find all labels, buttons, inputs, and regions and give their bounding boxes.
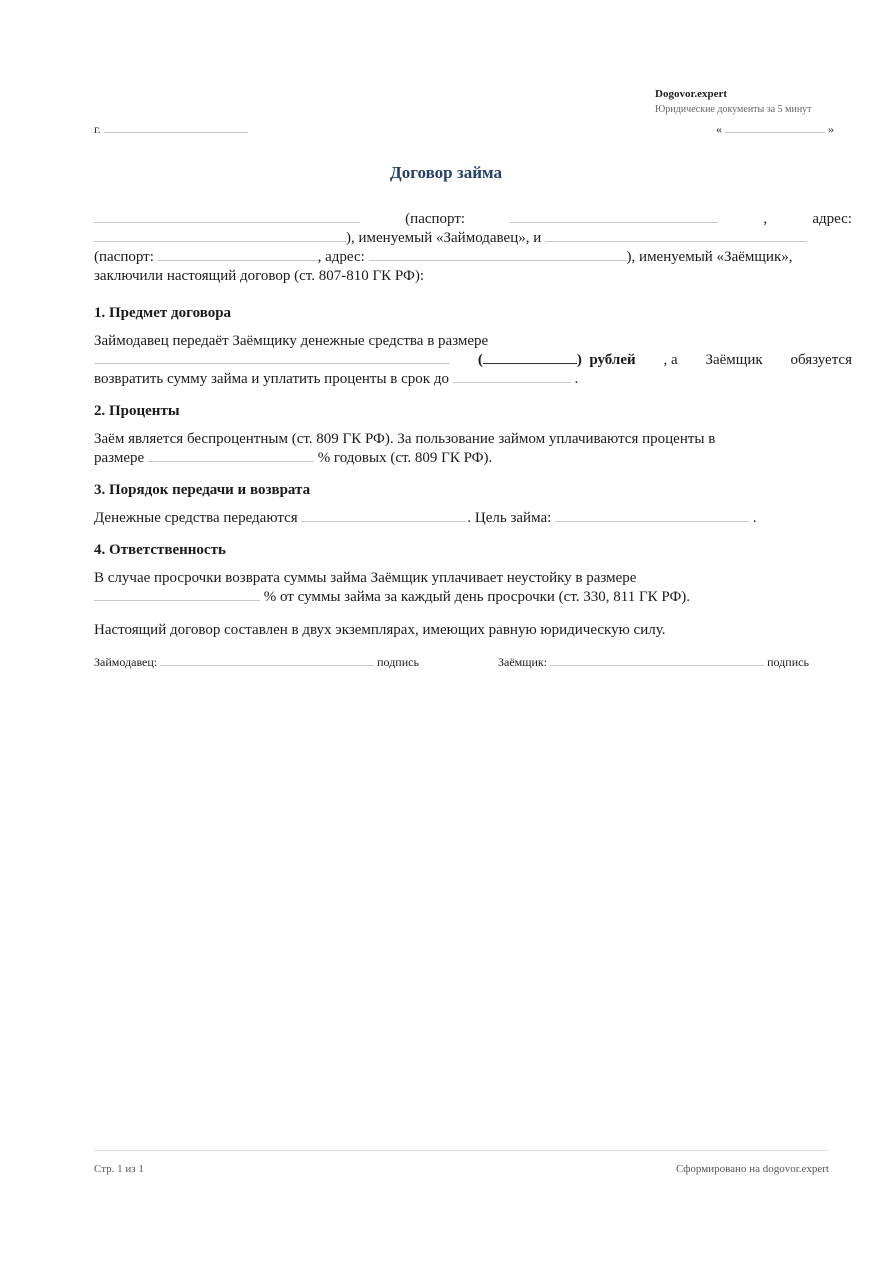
return-text: возвратить сумму займа и уплатить проценты в срок до	[94, 371, 449, 387]
section-1-line-2	[94, 352, 852, 369]
date-open-quote: «	[716, 122, 722, 136]
address-label-2: , адрес:	[317, 249, 365, 265]
borrower-signature-field[interactable]	[550, 654, 764, 666]
section-4-heading: 4. Ответственность	[94, 542, 226, 558]
paren-close: )	[576, 352, 582, 368]
transfer-method-field[interactable]	[301, 510, 467, 522]
section-1-heading: 1. Предмет договора	[94, 305, 232, 321]
parties-line-1	[94, 211, 852, 228]
lender-name-field[interactable]	[94, 211, 360, 223]
closing-statement: Настоящий договор составлен в двух экземплярах, имеющих равную юридическую силу.	[94, 622, 666, 638]
interest-rate-field[interactable]	[148, 450, 314, 462]
period-3: .	[752, 510, 757, 526]
comma: ,	[763, 211, 768, 227]
penalty-rate-field[interactable]	[94, 589, 260, 601]
purpose-label: . Цель займа:	[467, 510, 552, 526]
date-field[interactable]	[725, 121, 825, 133]
paren-open: (	[477, 352, 483, 368]
section-4-line-1: В случае просрочки возврата суммы займа Заёмщик уплачивает неустойку в размере	[94, 570, 637, 586]
borrower-word: Заёмщик	[705, 352, 763, 368]
section-1-line-3	[94, 371, 578, 388]
parties-concluded: заключили настоящий договор (ст. 807-810 ГК РФ):	[94, 268, 424, 284]
date-close-quote: »	[828, 122, 834, 136]
lender-sign-caption: подпись	[377, 655, 419, 669]
section-2-line-2	[94, 450, 492, 467]
transfer-label: Денежные средства передаются	[94, 510, 298, 526]
date-line	[716, 121, 834, 137]
borrower-name-field[interactable]	[545, 230, 807, 242]
borrower-address-field[interactable]	[369, 249, 627, 261]
city-line	[94, 121, 248, 137]
city-field[interactable]	[104, 121, 248, 133]
section-3-heading: 3. Порядок передачи и возврата	[94, 482, 311, 498]
loan-purpose-field[interactable]	[555, 510, 749, 522]
parties-line-2	[94, 230, 807, 247]
lender-signature-field[interactable]	[160, 654, 374, 666]
borrower-sign-label: Заёмщик:	[498, 655, 548, 669]
borrower-signature	[498, 654, 809, 670]
lender-address-field[interactable]	[94, 230, 346, 242]
footer-divider	[94, 1150, 829, 1151]
section-2-line-1: Заём является беспроцентным (ст. 809 ГК РФ). За пользование займом уплачиваются проценты в	[94, 431, 716, 447]
lender-passport-field[interactable]	[510, 211, 718, 223]
lender-signature	[94, 654, 419, 670]
borrower-named-text: ), именуемый «Заёмщик»,	[626, 249, 793, 265]
comma-a: , а	[663, 352, 678, 368]
section-3-line	[94, 510, 757, 527]
rubles-label: рублей	[589, 352, 636, 368]
lender-sign-label: Займодавец:	[94, 655, 158, 669]
section-4-line-2	[94, 589, 690, 606]
return-date-field[interactable]	[453, 371, 571, 383]
loan-amount-field[interactable]	[94, 352, 450, 364]
section-2-heading: 2. Проценты	[94, 403, 180, 419]
city-prefix: г.	[94, 122, 101, 136]
parties-line-3	[94, 249, 793, 266]
page-number: Стр. 1 из 1	[94, 1163, 144, 1175]
generated-by: Сформировано на dogovor.expert	[675, 1163, 829, 1175]
loan-amount-words-field[interactable]	[483, 352, 577, 364]
brand-name: Dogovor.expert	[655, 88, 727, 100]
section-1-line-1: Займодавец передаёт Заёмщику денежные средства в размере	[94, 333, 489, 349]
brand-tagline: Юридические документы за 5 минут	[655, 104, 812, 115]
lender-named-text: ), именуемый «Займодавец», и	[346, 230, 542, 246]
penalty-suffix: % от суммы займа за каждый день просрочки (ст. 330, 811 ГК РФ).	[263, 589, 691, 605]
period: .	[574, 371, 579, 387]
passport-label-2: (паспорт:	[94, 249, 154, 265]
passport-label-1: (паспорт:	[405, 211, 466, 227]
obliged-word: обязуется	[790, 352, 852, 368]
borrower-passport-field[interactable]	[158, 249, 318, 261]
rate-suffix: % годовых (ст. 809 ГК РФ).	[317, 450, 493, 466]
rate-label: размере	[94, 450, 145, 466]
document-title: Договор займа	[390, 163, 502, 182]
address-label-1: адрес:	[812, 211, 852, 227]
borrower-sign-caption: подпись	[767, 655, 809, 669]
amount-words-group	[478, 352, 636, 369]
